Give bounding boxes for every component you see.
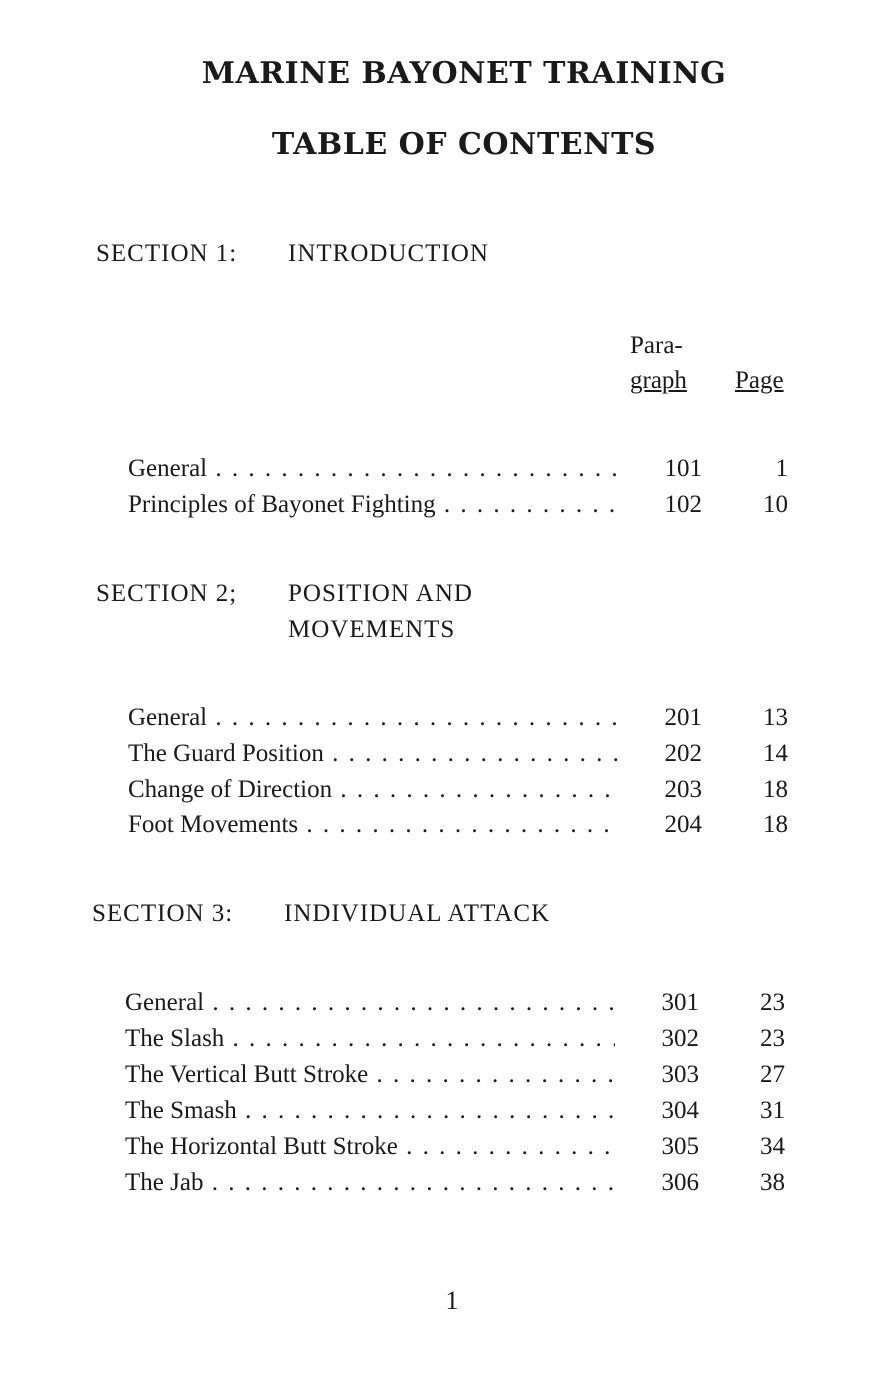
entry-label: The Smash . . . bbox=[125, 1097, 615, 1125]
toc-entry bbox=[125, 1061, 805, 1095]
section-number: SECTION 3: bbox=[92, 900, 234, 927]
entry-label: Principles of Bayonet Fighting . . . bbox=[128, 491, 618, 519]
entry-page: 31 bbox=[760, 1097, 785, 1124]
page-column-heading bbox=[735, 367, 784, 395]
entry-page: 38 bbox=[760, 1169, 785, 1196]
entry-paragraph: 305 bbox=[661, 1133, 699, 1160]
document-title: MARINE BAYONET TRAINING bbox=[201, 56, 727, 91]
page-column-heading-text: Page bbox=[735, 367, 784, 394]
toc-entry bbox=[128, 491, 808, 525]
entry-label: General . . . bbox=[128, 704, 618, 732]
entry-page: 18 bbox=[763, 811, 788, 838]
paragraph-column-heading-line2 bbox=[630, 367, 687, 395]
entry-label: General . . . bbox=[125, 989, 615, 1017]
entry-page: 23 bbox=[760, 989, 785, 1016]
toc-entry bbox=[125, 989, 805, 1023]
section-number: SECTION 2; bbox=[96, 580, 238, 607]
document-subtitle: TABLE OF CONTENTS bbox=[271, 127, 657, 162]
section-name: POSITION AND bbox=[288, 580, 473, 607]
entry-paragraph: 201 bbox=[664, 704, 702, 731]
entry-page: 27 bbox=[760, 1061, 785, 1088]
entry-page: 14 bbox=[763, 740, 788, 767]
entry-page: 34 bbox=[760, 1133, 785, 1160]
entry-label: The Slash . . . bbox=[125, 1025, 615, 1053]
toc-entry bbox=[128, 776, 808, 810]
section-3-heading bbox=[92, 900, 551, 928]
entry-paragraph: 102 bbox=[664, 491, 702, 518]
toc-entry bbox=[125, 1025, 805, 1059]
entry-paragraph: 301 bbox=[661, 989, 699, 1016]
toc-entry bbox=[125, 1133, 805, 1167]
entry-label: The Guard Position . . . bbox=[128, 740, 618, 768]
page-number: 1 bbox=[445, 1286, 459, 1315]
toc-entry bbox=[128, 811, 808, 845]
entry-label: The Vertical Butt Stroke . . . bbox=[125, 1061, 615, 1089]
section-number: SECTION 1: bbox=[96, 240, 238, 267]
entry-paragraph: 306 bbox=[661, 1169, 699, 1196]
toc-entry bbox=[125, 1097, 805, 1131]
entry-label: Change of Direction . . . bbox=[128, 776, 618, 804]
entry-label: The Horizontal Butt Stroke . . . bbox=[125, 1133, 615, 1161]
section-1-heading bbox=[96, 240, 489, 268]
section-name-continued: MOVEMENTS bbox=[288, 616, 456, 643]
entry-paragraph: 304 bbox=[661, 1097, 699, 1124]
toc-entry bbox=[128, 704, 808, 738]
entry-label: The Jab . . . bbox=[125, 1169, 615, 1197]
toc-entry bbox=[128, 740, 808, 774]
entry-paragraph: 202 bbox=[664, 740, 702, 767]
entry-paragraph: 203 bbox=[664, 776, 702, 803]
entry-page: 13 bbox=[763, 704, 788, 731]
entry-page: 10 bbox=[763, 491, 788, 518]
entry-paragraph: 204 bbox=[664, 811, 702, 838]
entry-page: 18 bbox=[763, 776, 788, 803]
toc-entry bbox=[125, 1169, 805, 1203]
entry-paragraph: 303 bbox=[661, 1061, 699, 1088]
entry-paragraph: 302 bbox=[661, 1025, 699, 1052]
toc-entry bbox=[128, 455, 808, 489]
entry-page: 23 bbox=[760, 1025, 785, 1052]
entry-label: General . . . bbox=[128, 455, 618, 483]
section-name: INDIVIDUAL ATTACK bbox=[284, 900, 551, 927]
entry-label: Foot Movements . . . bbox=[128, 811, 618, 839]
paragraph-column-heading-line1: Para- bbox=[630, 332, 683, 359]
section-name: INTRODUCTION bbox=[288, 240, 489, 267]
entry-page: 1 bbox=[775, 455, 788, 482]
entry-paragraph: 101 bbox=[664, 455, 702, 482]
paragraph-column-heading-text: graph bbox=[630, 367, 687, 394]
section-2-heading bbox=[96, 580, 473, 643]
